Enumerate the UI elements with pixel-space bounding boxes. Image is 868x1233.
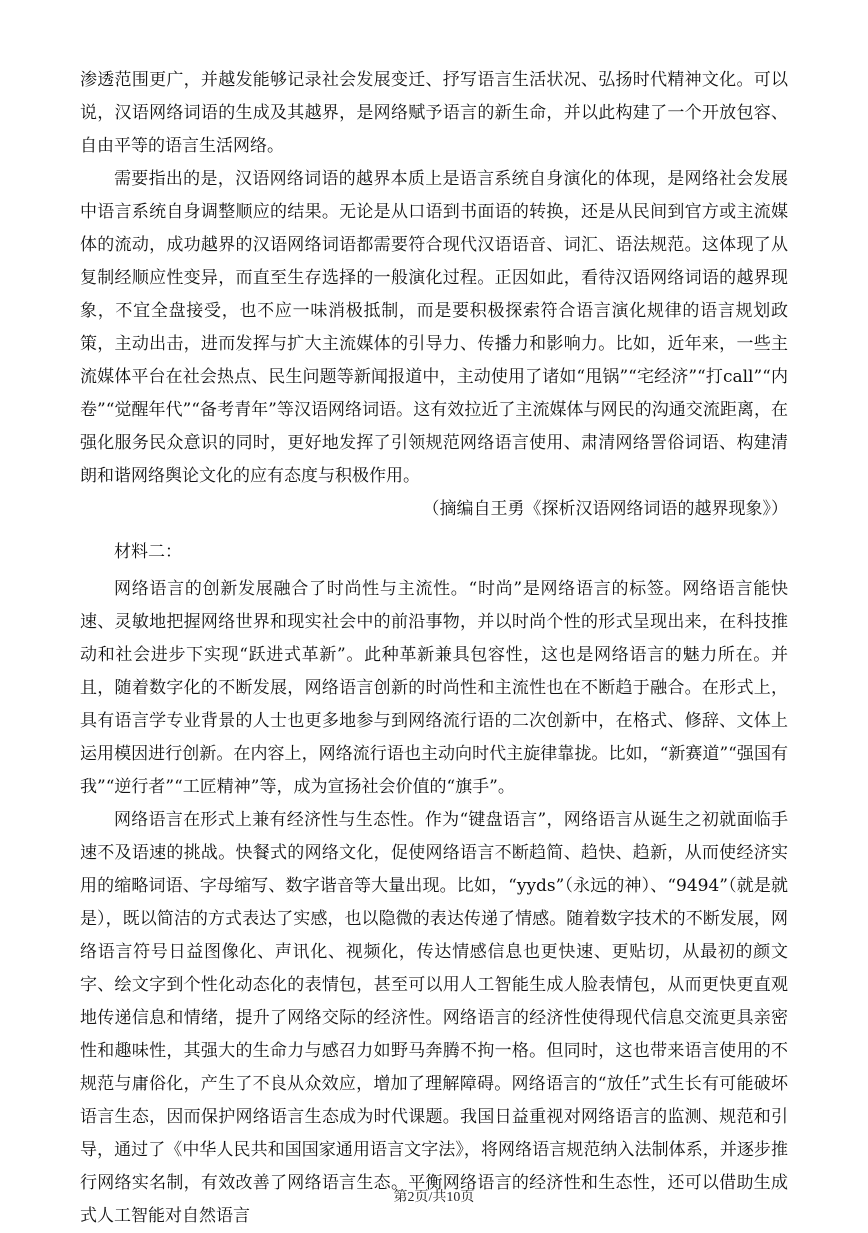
document-body: [80, 64, 788, 1233]
page-number: 第2页/共10页: [393, 1190, 475, 1205]
paragraph: 网络语言的创新发展融合了时尚性与主流性。“时尚”是网络语言的标签。网络语言能快速、灵敏地把握网络世界和现实社会中的前沿事物，并以时尚个性的形式呈现出来，在科技推动和社会进步下实现“跃进式革新”。此种革新兼具包容性，这也是网络语言的魅力所在。并且，随着数字化的不断发展，网络语言创新的时尚性和主流性也在不断趋于融合。在形式上，具有语言学专业背景的人士也更多地参与到网络流行语的二次创新中，在格式、修辞、文体上运用模因进行创新。在内容上，网络流行语也主动向时代主旋律靠拢。比如，“新赛道”“强国有我”“逆行者”“工匠精神”等，成为宣扬社会价值的“旗手”。: [80, 579, 788, 797]
paragraph: 需要指出的是，汉语网络词语的越界本质上是语言系统自身演化的体现，是网络社会发展中语言系统自身调整顺应的结果。无论是从口语到书面语的转换，还是从民间到官方或主流媒体的流动，成功越界的汉语网络词语都需要符合现代汉语语音、词汇、语法规范。这体现了从复制经顺应性变异，而直至生存选择的一般演化过程。正因如此，看待汉语网络词语的越界现象，不宜全盘接受，也不应一味消极抵制，而是要积极探索符合语言演化规律的语言规划政策，主动出击，进而发挥与扩大主流媒体的引导力、传播力和影响力。比如，近年来，一些主流媒体平台在社会热点、民生问题等新闻报道中，主动使用了诸如“甩锅”“宅经济”“打call”“内卷”“觉醒年代”“备考青年”等汉语网络词语。这有效拉近了主流媒体与网民的沟通交流距离，在强化服务民众意识的同时，更好地发挥了引领规范网络语言使用、肃清网络詈俗词语、构建清朗和谐网络舆论文化的应有态度与积极作用。: [80, 169, 788, 486]
paragraph-continued: 渗透范围更广，并越发能够记录社会发展变迁、抒写语言生活状况、弘扬时代精神文化。可以说，汉语网络词语的生成及其越界，是网络赋予语言的新生命，并以此构建了一个开放包容、自由平等的语言生活网络。: [80, 70, 788, 156]
source-citation: （摘编自王勇《探析汉语网络词语的越界现象》）: [422, 499, 788, 519]
material-heading: 材料二：: [114, 542, 182, 562]
paragraph: 网络语言在形式上兼有经济性与生态性。作为“键盘语言”，网络语言从诞生之初就面临手速不及语速的挑战。快餐式的网络文化，促使网络语言不断趋简、趋快、趋新，从而使经济实用的缩略词语、字母缩写、数字谐音等大量出现。比如，“yyds”（永远的神）、“9494”（就是就是），既以简洁的方式表达了实感，也以隐微的表达传递了情感。随着数字技术的不断发展，网络语言符号日益图像化、声讯化、视频化，传达情感信息也更快速、更贴切，从最初的颜文字、绘文字到个性化动态化的表情包，甚至可以用人工智能生成人脸表情包，从而更快更直观地传递信息和情绪，提升了网络交际的经济性。网络语言的经济性使得现代信息交流更具亲密性和趣味性，其强大的生命力与感召力如野马奔腾不拘一格。但同时，这也带来语言使用的不规范与庸俗化，产生了不良从众效应，增加了理解障碍。网络语言的“放任”式生长有可能破坏语言生态，因而保护网络语言生态成为时代课题。我国日益重视对网络语言的监测、规范和引导，通过了《中华人民共和国国家通用语言文字法》，将网络语言规范纳入法制体系，并逐步推行网络实名制，有效改善了网络语言生态。平衡网络语言的经济性和生态性，还可以借助生成式人工智能对自然语言: [80, 810, 788, 1226]
